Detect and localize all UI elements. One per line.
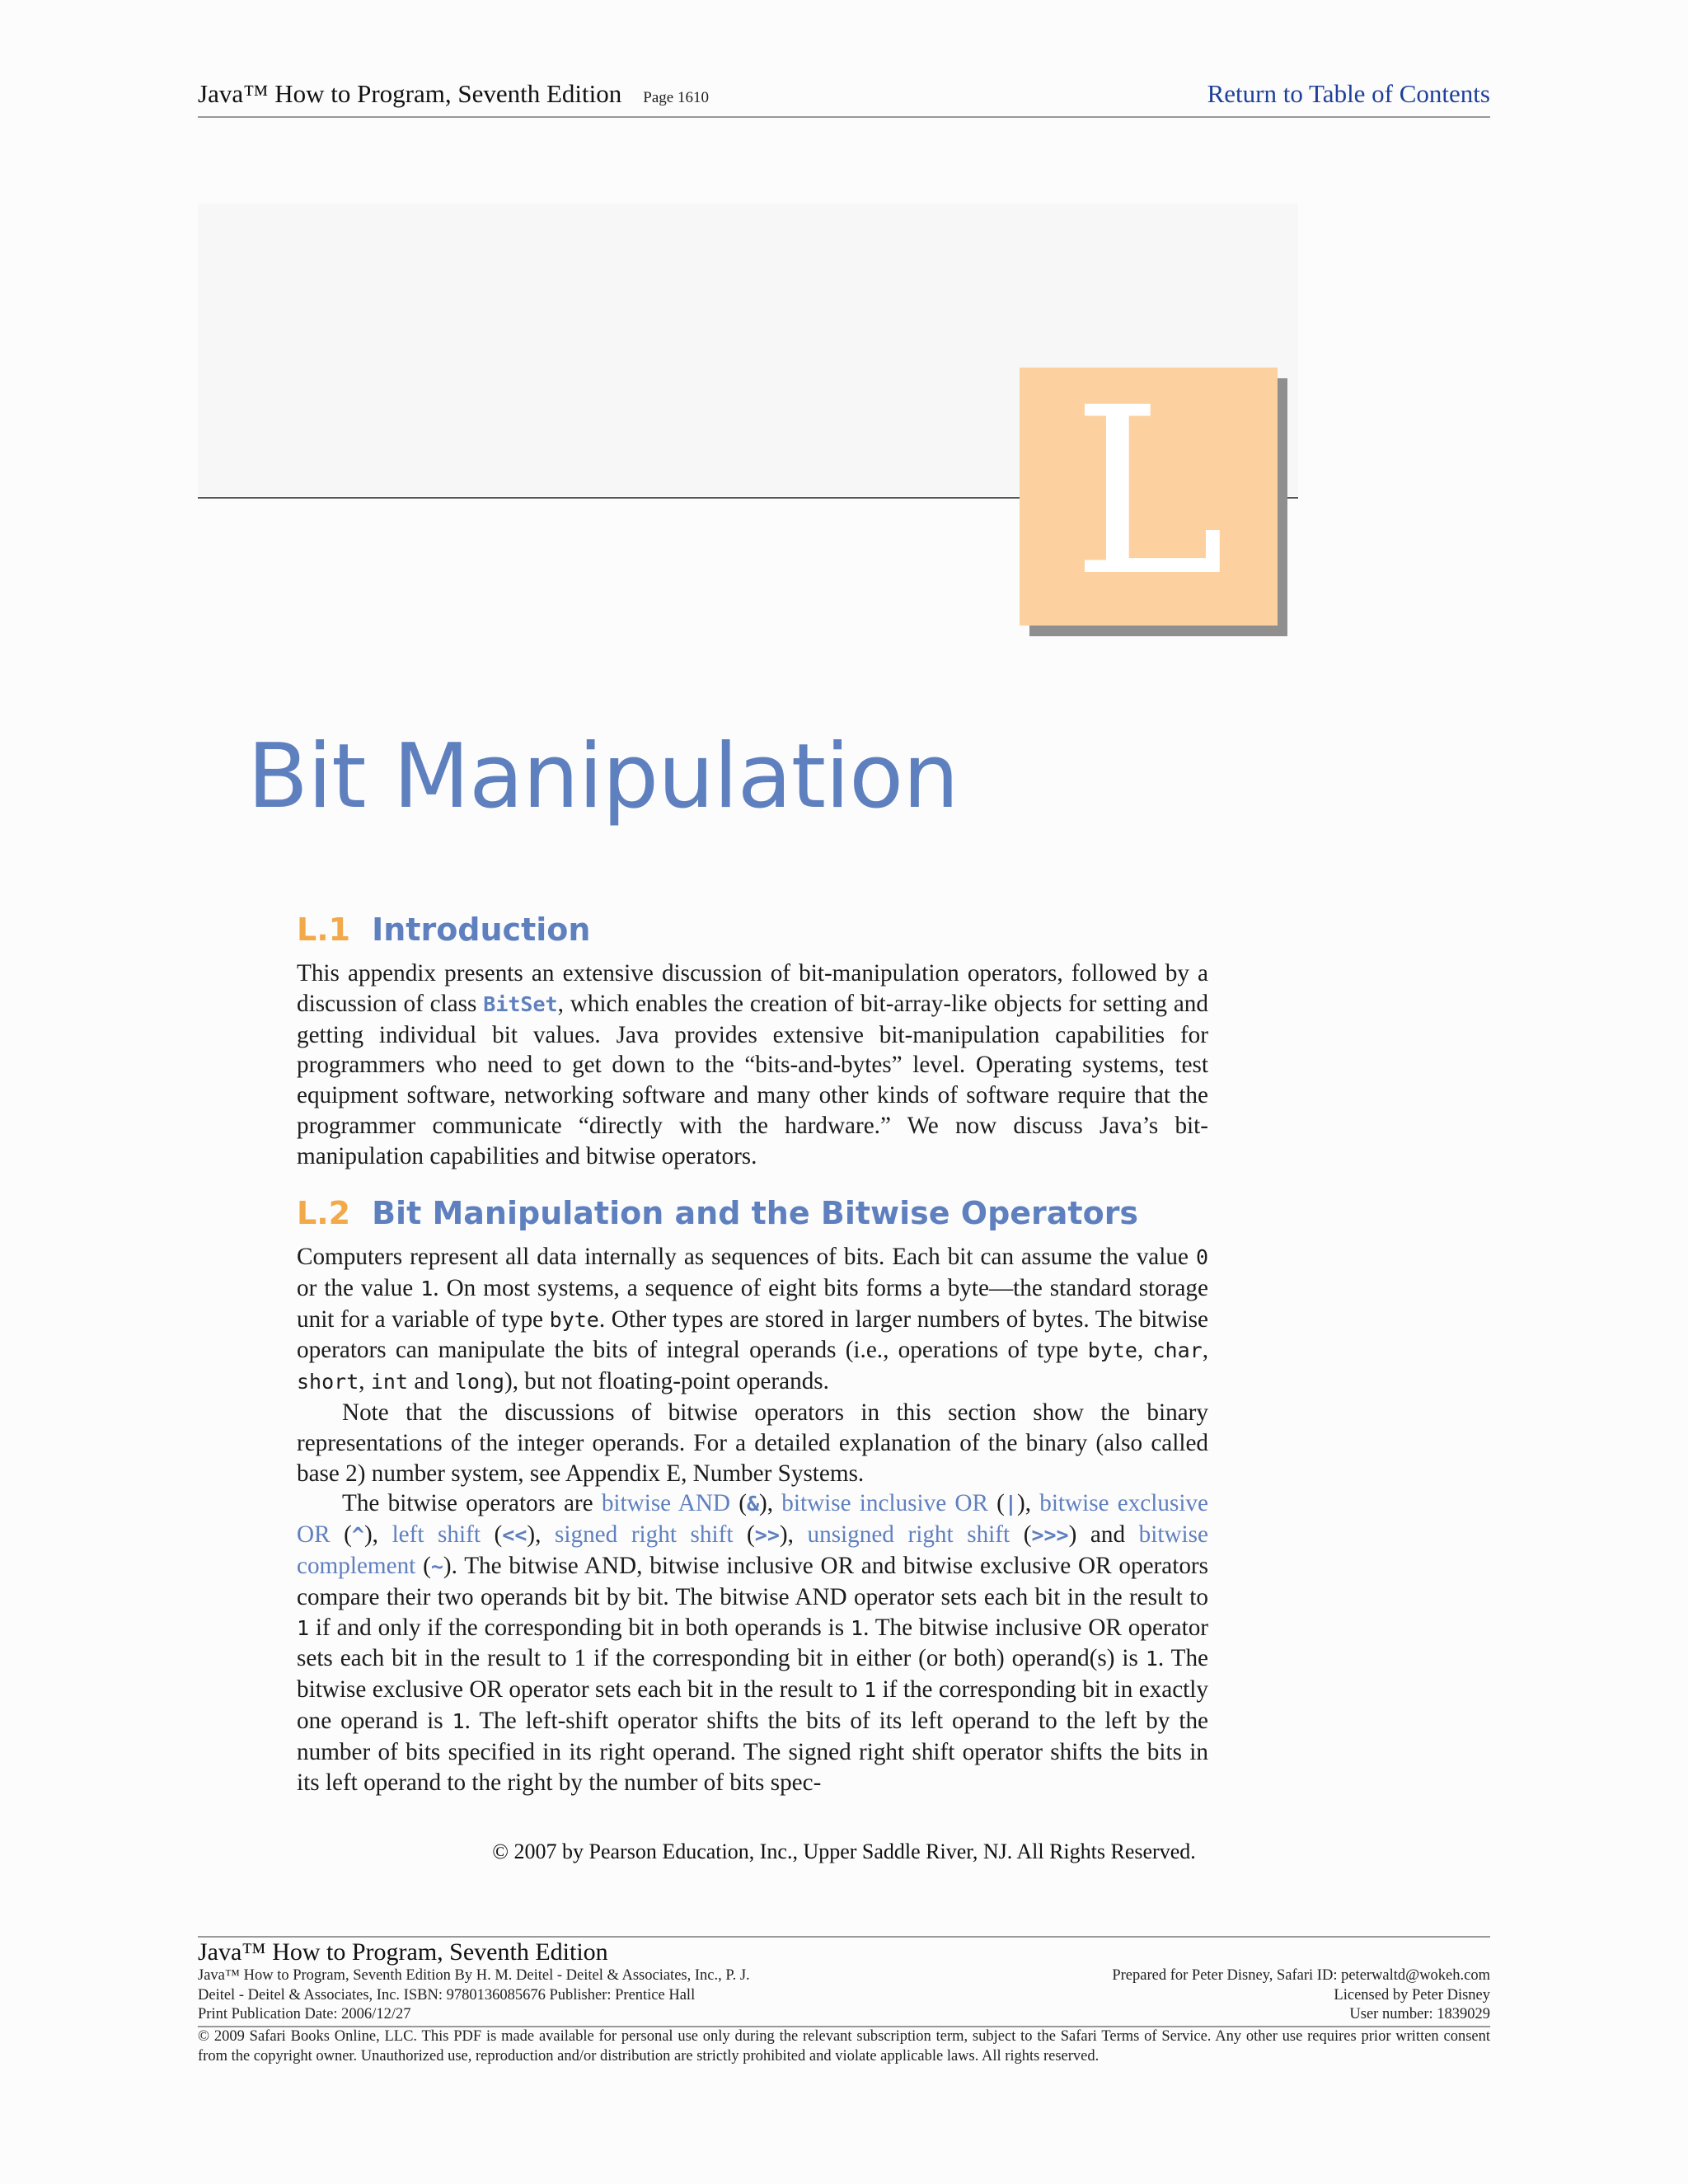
code-literal: 1 bbox=[297, 1615, 310, 1640]
key-term: bitwise inclusive OR bbox=[781, 1490, 988, 1517]
section-heading-introduction bbox=[297, 912, 590, 948]
section-body-bitwise-operators bbox=[297, 1242, 1208, 1797]
text-run: if the corresponding bit in exactly one operand is bbox=[297, 1676, 1208, 1734]
code-literal: 1 bbox=[452, 1708, 465, 1733]
footer-divider-top bbox=[198, 1936, 1490, 1938]
code-literal: 1 bbox=[420, 1276, 434, 1301]
section-title: Introduction bbox=[372, 912, 591, 948]
operator-symbol: >>> bbox=[1031, 1523, 1069, 1548]
paragraph: Note that the discussions of bitwise operators in this section show the binary representations of the integer operands. For a detailed explanation of the binary (also called base 2) number system, see Appendix E, Number Systems. bbox=[297, 1399, 1208, 1487]
section-title: Bit Manipulation and the Bitwise Operators bbox=[372, 1195, 1139, 1231]
paragraph: The bitwise operators are bitwise AND (&), bitwise inclusive OR (|), bitwise exclusive OR (^), left shift (<<), signed right shift (>>), unsigned right shift (>>>) and bitwise complement (~). The bitwise AND, bitwise inclusive OR and bitwise exclusive OR operators compare their two operands bit by bit. The bitwise AND operator sets each bit in the result to 1 if and only if the corresponding bit in both operands is 1. The bitwise inclusive OR operator sets each bit in the result to 1 if the corresponding bit in either (or both) operand(s) is 1. The bitwise exclusive OR operator sets each bit in the result to 1 if the corresponding bit in exactly one operand is 1. The left-shift operator shifts the bits of its left operand to the left by the number of bits specified in its right operand. The signed right shift operator shifts the bits in its left operand to the right by the number of bits spec- bbox=[297, 1490, 1209, 1796]
text-run: , bbox=[359, 1368, 371, 1395]
text-run: . Other types are stored in larger numbers of bytes. The bitwise operators can manipulate the bits of integral operands (i.e., operations of type bbox=[297, 1305, 1209, 1364]
footer-line: Deitel - Deitel & Associates, Inc. ISBN: 9780136085676 Publisher: Prentice Hall bbox=[198, 1986, 696, 2004]
bitset-class-name: BitSet bbox=[483, 991, 558, 1016]
text-run: and bbox=[1076, 1521, 1139, 1549]
text-run: if and only if the corresponding bit in both operands is bbox=[309, 1614, 851, 1641]
code-type: int bbox=[370, 1370, 409, 1394]
operator-symbol: ~ bbox=[430, 1554, 443, 1578]
footer-line: Java™ How to Program, Seventh Edition By H. M. Deitel - Deitel & Associates, Inc., P. J. bbox=[198, 1967, 750, 1984]
text-run: and bbox=[408, 1368, 455, 1395]
text-run: . On most systems, a sequence of eight bits forms a byte—the standard storage unit for a variable of type bbox=[297, 1274, 1208, 1333]
copyright-notice: © 2007 by Pearson Education, Inc., Upper Saddle River, NJ. All Rights Reserved. bbox=[492, 1840, 1196, 1863]
header-divider bbox=[198, 116, 1490, 118]
text-run: , bbox=[1137, 1337, 1153, 1364]
page-number-label: Page 1610 bbox=[643, 89, 709, 106]
footer-line: Prepared for Peter Disney, Safari ID: peterwaltd@wokeh.com bbox=[1112, 1967, 1490, 1984]
key-term: bitwise AND bbox=[601, 1490, 730, 1517]
text-run: , which enables the creation of bit-array-like objects for setting and getting individual bit values. Java provides extensive bit-manipulation capabilities for programmers who need to get down to the “bits-and-bytes” level. Operating systems, test equipment software, networking software and many other kinds of software require that the programmer communicate “directly with the hardware.” We now discuss Java’s bit-manipulation capabilities and bitwise operators. bbox=[297, 990, 1208, 1169]
chapter-letter: L bbox=[1071, 358, 1226, 627]
operator-symbol: << bbox=[502, 1523, 528, 1548]
code-literal: 1 bbox=[851, 1615, 864, 1640]
book-title-text: Java™ How to Program, Seventh Edition bbox=[198, 79, 622, 108]
text-run: ), but not floating-point operands. bbox=[504, 1368, 829, 1395]
footer-publication-info bbox=[198, 1966, 750, 2025]
operator-symbol: & bbox=[746, 1492, 760, 1516]
code-literal: 0 bbox=[1195, 1245, 1208, 1269]
code-literal: 1 bbox=[1145, 1647, 1158, 1671]
text-run: ). The bitwise AND, bitwise inclusive OR and bitwise exclusive OR operators compare their two operands bit by bit. The bitwise AND operator sets each bit in the result to bbox=[297, 1552, 1208, 1610]
chapter-letter-box bbox=[1020, 358, 1278, 627]
code-type: short bbox=[297, 1370, 359, 1394]
header-book-title bbox=[198, 79, 709, 109]
key-term: left shift bbox=[392, 1521, 481, 1549]
key-term: signed right shift bbox=[555, 1521, 734, 1549]
code-type: byte bbox=[1087, 1338, 1137, 1363]
operator-symbol: >> bbox=[754, 1523, 780, 1548]
text-run: . The bitwise exclusive OR operator sets each bit in the result to bbox=[297, 1645, 1208, 1704]
footer-legal-notice: © 2009 Safari Books Online, LLC. This PDF is made available for personal use only during the relevant subscription term, subject to the Safari Terms of Service. Any other use requires prior written consent from the copyright owner. Unauthorized use, reproduction and/or distribution are strictly prohibited and violate applicable laws. All rights reserved. bbox=[198, 2028, 1490, 2064]
footer-line: User number: 1839029 bbox=[1349, 2006, 1490, 2022]
paragraph bbox=[297, 1242, 1208, 1398]
text-run: . The left-shift operator shifts the bits of its left operand to the left by the number of bits specified in its right operand. The signed right shift operator shifts the bits in its left operand to the right by the number of bits spec- bbox=[297, 1707, 1208, 1796]
footer-line: Licensed by Peter Disney bbox=[1334, 1986, 1490, 2004]
code-literal: 1 bbox=[864, 1678, 877, 1703]
code-type: byte bbox=[549, 1307, 599, 1332]
key-term: unsigned right shift bbox=[807, 1521, 1010, 1549]
text-run: . The bitwise inclusive OR operator sets each bit in the result to 1 if the corresponding bit in either (or both) operand(s) is bbox=[297, 1614, 1209, 1672]
operator-symbol: ^ bbox=[351, 1523, 364, 1548]
key-term: bitwise complement bbox=[297, 1521, 1208, 1579]
code-type: char bbox=[1152, 1338, 1203, 1363]
text-run: Computers represent all data internally as sequences of bits. Each bit can assume the value bbox=[297, 1244, 1196, 1270]
chapter-title: Bit Manipulation bbox=[247, 725, 959, 828]
code-type: long bbox=[454, 1370, 504, 1394]
section-number: L.1 bbox=[297, 912, 351, 948]
section-number: L.2 bbox=[297, 1195, 351, 1231]
section-heading-bitwise-operators bbox=[297, 1195, 1138, 1231]
footer-license-info bbox=[1112, 1966, 1490, 2025]
return-to-toc-link[interactable]: Return to Table of Contents bbox=[1207, 79, 1490, 108]
section-body-introduction bbox=[297, 958, 1208, 1172]
text-run: , bbox=[1202, 1337, 1209, 1364]
text-run: The bitwise operators are bbox=[342, 1490, 602, 1517]
key-term: bitwise exclusive OR bbox=[297, 1490, 1208, 1549]
text-run: This appendix presents an extensive discussion of bit-manipulation operators, followed by a discussion of class bbox=[297, 960, 1208, 1017]
footer-line: Print Publication Date: 2006/12/27 bbox=[198, 2006, 411, 2022]
text-run: or the value bbox=[297, 1274, 421, 1301]
operator-symbol: | bbox=[1004, 1492, 1017, 1516]
footer-book-title: Java™ How to Program, Seventh Edition bbox=[198, 1938, 608, 1966]
paragraph bbox=[297, 958, 1208, 1172]
